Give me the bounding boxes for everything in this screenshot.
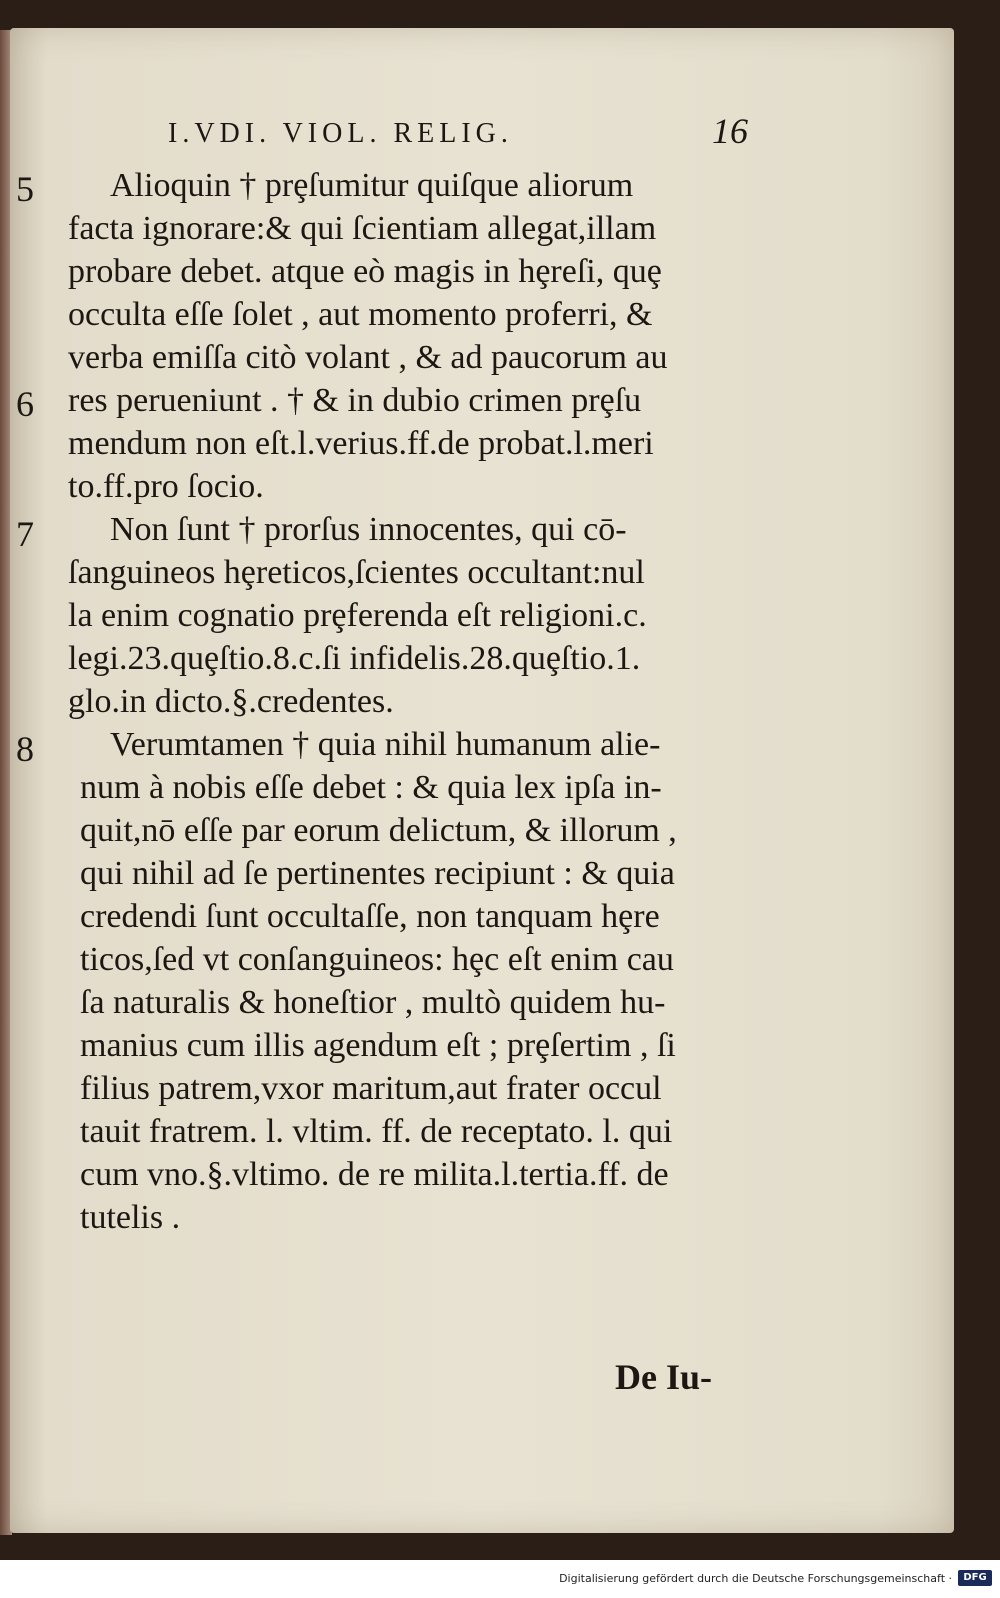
digitization-footer bbox=[0, 1560, 1000, 1598]
footer-credit: Digitalisierung gefördert durch die Deutsche Forschungsgemeinschaft · bbox=[559, 1572, 952, 1585]
text-line: Non ſunt † prorſus innocentes, qui cō- bbox=[110, 511, 627, 548]
book-page bbox=[10, 28, 954, 1533]
text-line: num à nobis eſſe debet : & quia lex ipſa in- bbox=[80, 769, 662, 806]
running-head: I.VDI. VIOL. RELIG. bbox=[168, 118, 513, 149]
text-line: to.ff.pro ſocio. bbox=[68, 468, 264, 505]
text-line: Alioquin † prȩſumitur quiſque aliorum bbox=[110, 167, 634, 204]
text-line: ticos,ſed vt conſanguineos: hȩc eſt enim cau bbox=[80, 941, 674, 978]
body-text bbox=[68, 164, 758, 1239]
text-line: tutelis . bbox=[80, 1199, 181, 1236]
page-number: 16 bbox=[712, 111, 748, 151]
text-line: manius cum illis agendum eſt ; prȩſertim , ſi bbox=[80, 1027, 676, 1064]
catchword: De Iu- bbox=[615, 1357, 712, 1397]
text-line: occulta eſſe ſolet , aut momento proferri, & bbox=[68, 296, 653, 333]
text-line: ſanguineos hȩreticos,ſcientes occultant:nul bbox=[68, 554, 645, 591]
margin-number-6: 6 bbox=[16, 384, 34, 424]
text-line: quit,nō eſſe par eorum delictum, & illorum , bbox=[80, 812, 677, 849]
text-line: credendi ſunt occultaſſe, non tanquam hȩre bbox=[80, 898, 660, 935]
text-line: glo.in dicto.§.credentes. bbox=[68, 683, 394, 720]
text-line: ſa naturalis & honeſtior , multò quidem hu- bbox=[80, 984, 666, 1021]
text-line: legi.23.quȩſtio.8.c.ſi infidelis.28.quȩſtio.1. bbox=[68, 640, 641, 677]
margin-number-8: 8 bbox=[16, 729, 34, 769]
text-line: verba emiſſa citò volant , & ad paucorum au bbox=[68, 339, 668, 376]
text-line: tauit fratrem. l. vltim. ff. de receptato. l. qui bbox=[80, 1113, 673, 1150]
text-line: facta ignorare:& qui ſcientiam allegat,illam bbox=[68, 210, 657, 247]
text-line: qui nihil ad ſe pertinentes recipiunt : & quia bbox=[80, 855, 675, 892]
text-line: Verumtamen † quia nihil humanum alie- bbox=[110, 726, 661, 763]
margin-number-5: 5 bbox=[16, 169, 34, 209]
dfg-logo-icon: DFG bbox=[958, 1570, 992, 1586]
text-line: res perueniunt . † & in dubio crimen prȩſu bbox=[68, 382, 642, 419]
text-line: la enim cognatio prȩferenda eſt religioni.c. bbox=[68, 597, 647, 634]
text-line: mendum non eſt.l.verius.ff.de probat.l.meri bbox=[68, 425, 654, 462]
text-line: cum vno.§.vltimo. de re milita.l.tertia.ff. de bbox=[80, 1156, 669, 1193]
margin-number-7: 7 bbox=[16, 514, 34, 554]
text-line: filius patrem,vxor maritum,aut frater occul bbox=[80, 1070, 662, 1107]
text-line: probare debet. atque eò magis in hȩreſi, quȩ bbox=[68, 253, 662, 290]
page-header bbox=[168, 110, 748, 160]
